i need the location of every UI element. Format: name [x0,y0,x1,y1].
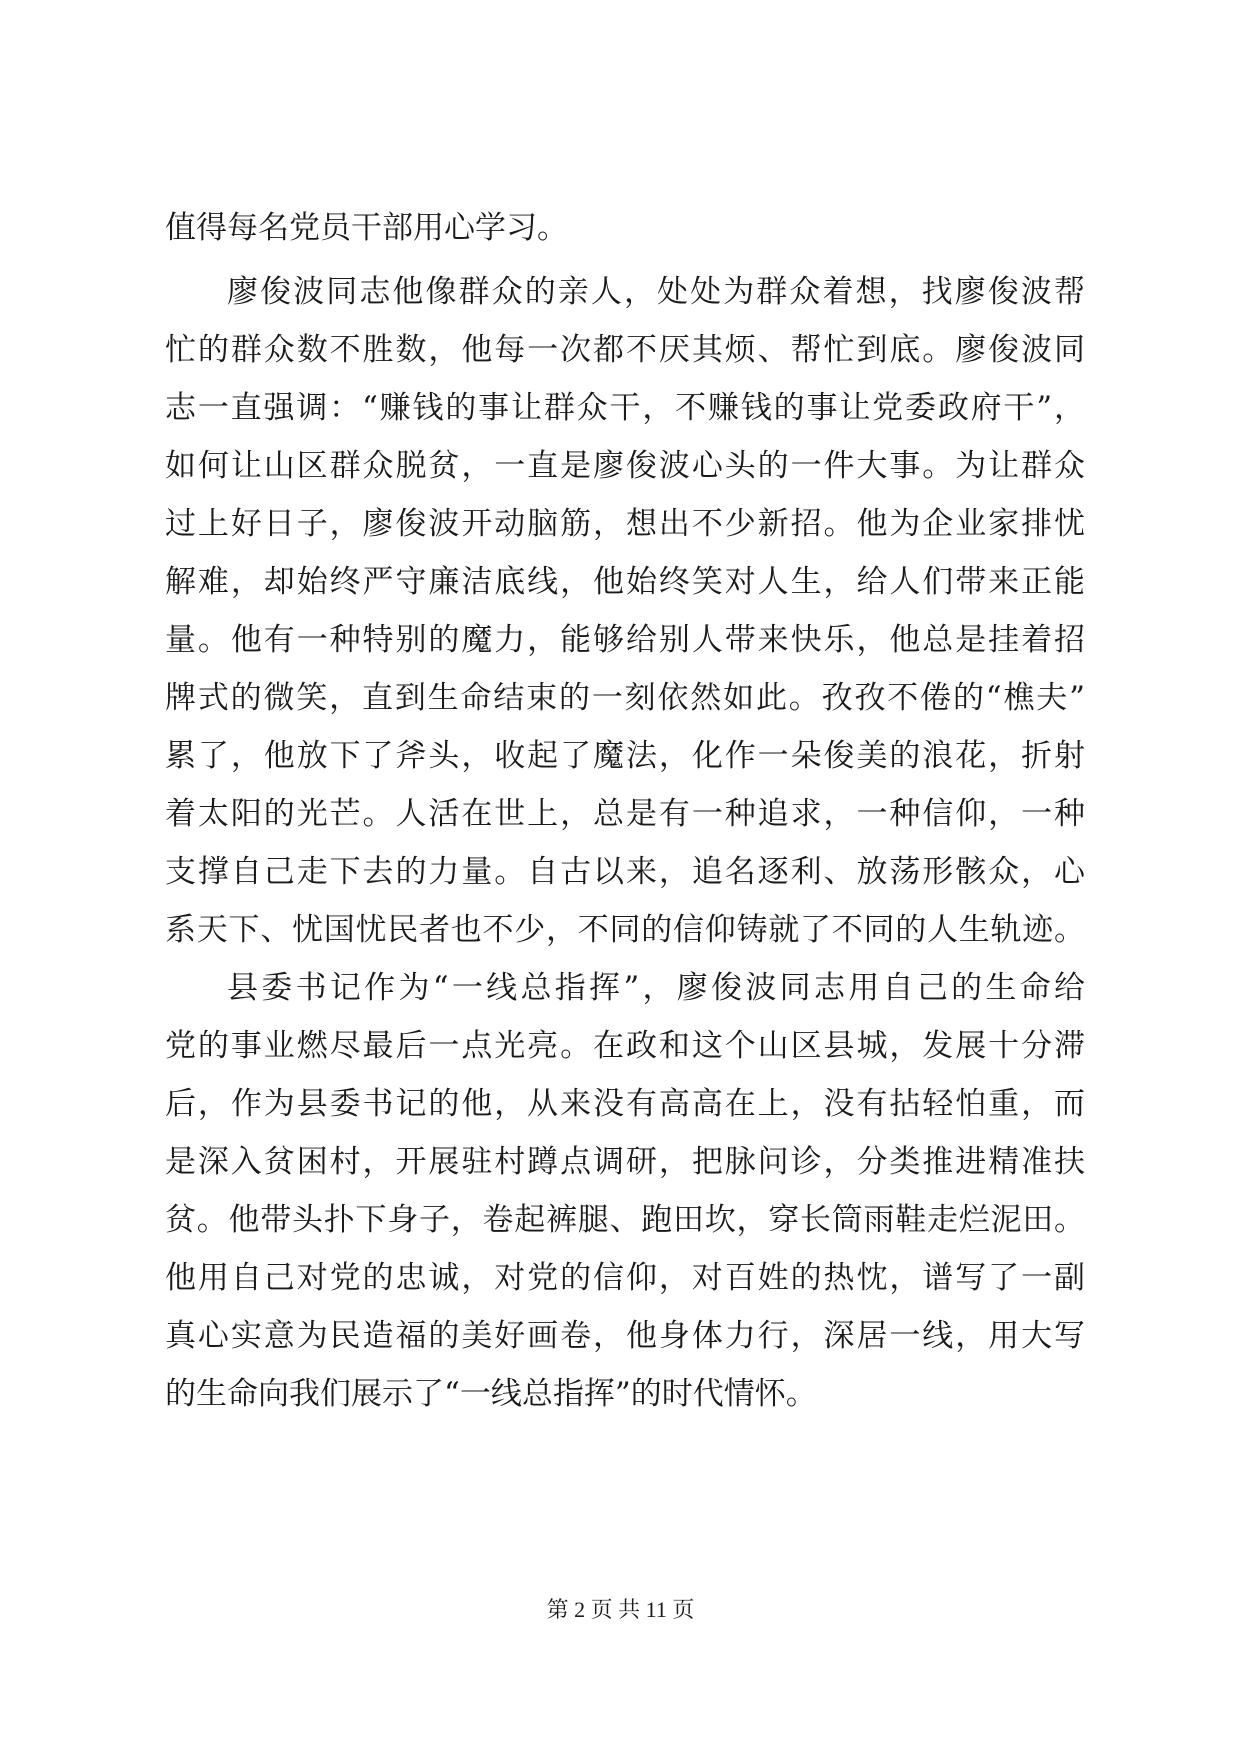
text-line: 是深入贫困村，开展驻村蹲点调研，把脉问诊，分类推进精准扶 [165,1144,1085,1180]
text-line: 县委书记作为“一线总指挥”，廖俊波同志用自己的生命给 [227,970,1085,1006]
text-line: 过上好日子，廖俊波开动脑筋，想出不少新招。他为企业家排忧 [165,506,1085,542]
text-line: 忙的群众数不胜数，他每一次都不厌其烦、帮忙到底。廖俊波同 [165,332,1085,368]
text-line: 量。他有一种特别的魔力，能够给别人带来快乐，他总是挂着招 [165,622,1085,658]
text-line: 支撑自己走下去的力量。自古以来，追名逐利、放荡形骸众，心 [165,854,1085,890]
text-line: 累了，他放下了斧头，收起了魔法，化作一朵俊美的浪花，折射 [165,738,1085,774]
text-line: 贫。他带头扑下身子，卷起裤腿、跑田坎，穿长筒雨鞋走烂泥田。 [165,1202,1085,1238]
text-line: 真心实意为民造福的美好画卷，他身体力行，深居一线，用大写 [165,1318,1085,1354]
text-line: 党的事业燃尽最后一点光亮。在政和这个山区县城，发展十分滞 [165,1028,1085,1064]
text-line: 廖俊波同志他像群众的亲人，处处为群众着想，找廖俊波帮 [227,274,1085,310]
text-line: 他用自己对党的忠诚，对党的信仰，对百姓的热忱，谱写了一副 [165,1260,1085,1296]
text-line: 着太阳的光芒。人活在世上，总是有一种追求，一种信仰，一种 [165,796,1085,832]
text-line: 解难，却始终严守廉洁底线，他始终笑对人生，给人们带来正能 [165,564,1085,600]
text-line: 如何让山区群众脱贫，一直是廖俊波心头的一件大事。为让群众 [165,448,1085,484]
text-line: 志一直强调：“赚钱的事让群众干，不赚钱的事让党委政府干”， [165,390,1085,426]
text-line: 牌式的微笑，直到生命结束的一刻依然如此。孜孜不倦的“樵夫” [165,680,1085,716]
text-line: 后，作为县委书记的他，从来没有高高在上，没有拈轻怕重，而 [165,1086,1085,1122]
page-number-footer: 第 2 页 共 11 页 [546,1597,695,1622]
text-line: 的生命向我们展示了“一线总指挥”的时代情怀。 [165,1376,817,1412]
text-line: 值得每名党员干部用心学习。 [165,210,568,246]
text-line: 系天下、忧国忧民者也不少，不同的信仰铸就了不同的人生轨迹。 [165,912,1085,948]
